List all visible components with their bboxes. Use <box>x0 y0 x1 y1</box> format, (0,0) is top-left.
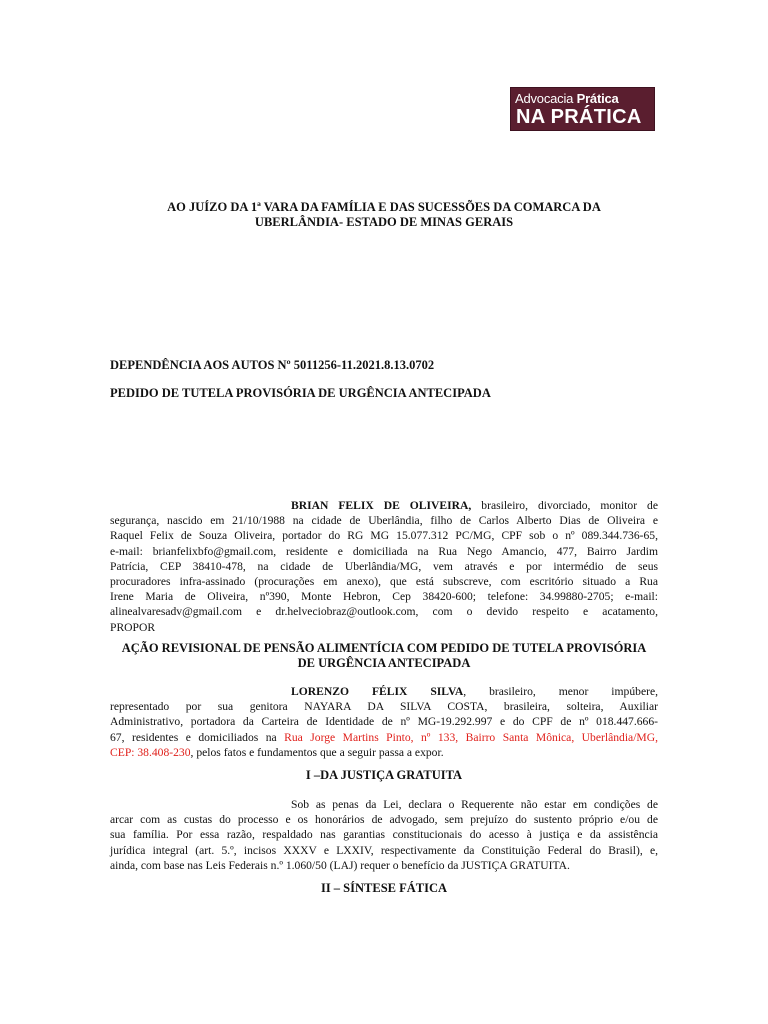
justica-gratuita-paragraph: Sob as penas da Lei, declara o Requerente não estar em condições de arcar com as custas do processo e os honorários de advogado, sem prejuízo do sustento próprio e/ou de sua família. Por essa razão, respaldado nas garantias constitucionais do acesso à justiça e da assistência jurídica integral (art. 5.º, incisos XXXV e LXXIV, respectivamente da Constituição Federal do Brasil), e, ainda, com base nas Leis Federais n.º 1.060/50 (LAJ) requer o benefício da JUSTIÇA GRATUITA. <box>110 798 658 872</box>
pedido-title: PEDIDO DE TUTELA PROVISÓRIA DE URGÊNCIA ANTECIPADA <box>110 386 491 400</box>
reu-address-line: 67, residentes e domiciliados na Rua Jorge Martins Pinto, nº 133, Bairro Santa Mônica, Uberlândia/MG, <box>110 730 658 744</box>
court-heading: AO JUÍZO DA 1ª VARA DA FAMÍLIA E DAS SUCESSÕES DA COMARCA DA UBERLÂNDIA- ESTADO DE MINAS GERAIS <box>167 200 601 229</box>
reu-first-line: LORENZO FÉLIX SILVA, brasileiro, menor impúbere, <box>291 685 658 698</box>
reu-name: LORENZO FÉLIX SILVA <box>291 685 464 698</box>
autor-name: BRIAN FELIX DE OLIVEIRA, <box>291 499 472 512</box>
reu-qualification: LORENZO FÉLIX SILVA, brasileiro, menor impúbere, representado por sua genitora NAYARA DA SILVA COSTA, brasileira, solteira, Auxiliar Administrativo, portadora da Carteira de Identidade de nº MG-19.292.997 e do CPF de nº 018.447.666- 67, residentes e domiciliados na Rua Jorge Martins Pinto, nº 133, Bairro Santa Mônica, Uberlândia/MG, CEP: 38.408-230, pelos fatos e fundamentos que a seguir passa a expor. <box>110 685 658 759</box>
acao-heading: AÇÃO REVISIONAL DE PENSÃO ALIMENTÍCIA COM PEDIDO DE TUTELA PROVISÓRIA DE URGÊNCIA ANTECIPADA <box>121 641 647 670</box>
reu-address: Rua Jorge Martins Pinto, nº 133, Bairro Santa Mônica, Uberlândia/MG, <box>284 730 658 744</box>
section-justica-gratuita-title: I –DA JUSTIÇA GRATUITA <box>305 768 463 782</box>
brand-logo <box>510 87 655 131</box>
autor-qualification: BRIAN FELIX DE OLIVEIRA, brasileiro, divorciado, monitor de segurança, nascido em 21/10/1988 na cidade de Uberlândia, filho de Carlos Alberto Dias de Oliveira e Raquel Felix de Souza Oliveira, portador do RG MG 15.077.312 PC/MG, CPF sob o nº 089.344.736-65, e-mail: brianfelixbfo@gmail.com, residente e domiciliada na Rua Nego Amancio, 477, Bairro Jardim Patrícia, CEP 38410-478, na cidade de Uberlândia/MG, vem através e por intermédio de seus procuradores infra-assinado (procurações em anexo), que está subscreve, com escritório situado a Rua Irene Maria de Oliveira, nº390, Monte Hebron, Cep 38420-600; telefone: 34.99880-2705; e-mail: alinealvaresadv@gmail.com e dr.helveciobraz@outlook.com, com o devido respeito e acatamento, PROPOR <box>110 499 658 634</box>
dependencia-line: DEPENDÊNCIA AOS AUTOS Nº 5011256-11.2021.8.13.0702 <box>110 358 435 372</box>
logo-line-2: NA PRÁTICA <box>516 106 642 128</box>
reu-cep-line: CEP: 38.408-230, pelos fatos e fundamentos que a seguir passa a expor. <box>110 745 444 759</box>
logo-line-1: Advocacia Prática <box>515 91 619 106</box>
section-sintese-fatica-title: II – SÍNTESE FÁTICA <box>320 881 448 895</box>
autor-first-line: BRIAN FELIX DE OLIVEIRA, brasileiro, divorciado, monitor de <box>291 499 658 512</box>
reu-cep: CEP: 38.408-230 <box>110 745 191 759</box>
